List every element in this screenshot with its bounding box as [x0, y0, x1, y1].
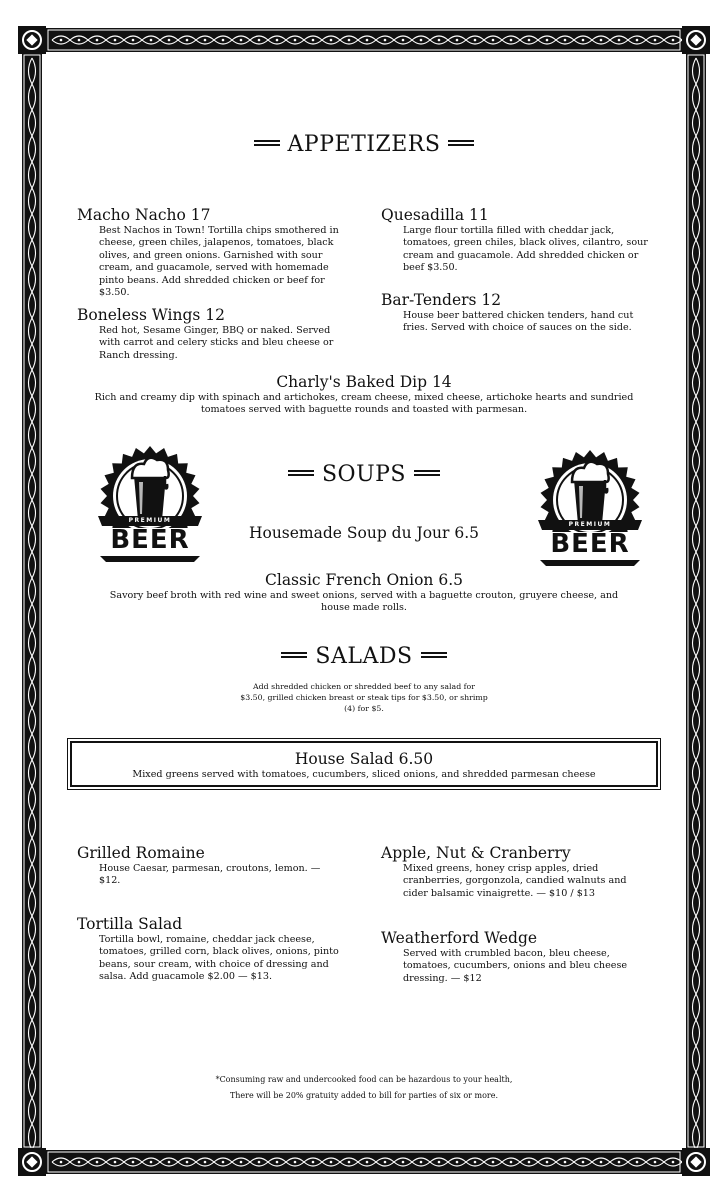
menu-page [60, 60, 668, 1140]
item-description: Rich and creamy dip with spinach and artichokes, cream cheese, mixed cheese, artichoke hearts and sundried tomatoes served with baguette rounds and toasted with parmesan. [94, 392, 634, 416]
item-name: Apple, Nut & Cranberry [381, 844, 571, 862]
featured-house-salad [70, 741, 658, 787]
item-name: Charly's Baked Dip 14 [276, 373, 452, 391]
menu-item-apple-nut-cranberry [381, 844, 649, 900]
item-description: Large flour tortilla filled with cheddar jack, tomatoes, green chiles, black olives, cilantro, sour cream and guacamole. Add shredded chicken or beef $3.50. [403, 225, 648, 274]
corner-ornament-bottom-right [682, 1148, 710, 1176]
menu-item-french-onion [60, 571, 668, 615]
menu-item-bar-tenders [381, 291, 649, 335]
item-name: Housemade Soup du Jour 6.5 [248, 524, 480, 542]
item-description: Savory beef broth with red wine and sweet onions, served with a baguette crouton, gruyere cheese, and house made rolls. [109, 590, 619, 614]
corner-ornament-top-left [18, 26, 46, 54]
border-left-band [22, 54, 42, 1148]
item-name: House Salad 6.50 [294, 750, 434, 768]
menu-item-quesadilla [381, 206, 649, 275]
menu-item-grilled-romaine [77, 844, 347, 888]
border-left-pattern [22, 54, 42, 1148]
menu-item-boneless-wings [77, 306, 347, 362]
item-description: House beer battered chicken tenders, hand cut fries. Served with choice of sauces on the side. [403, 310, 634, 334]
border-bottom-band [46, 1150, 682, 1174]
item-name: Quesadilla 11 [381, 206, 489, 224]
item-description: Red hot, Sesame Ginger, BBQ or naked. Served with carrot and celery sticks and bleu cheese or Ranch dressing. [99, 325, 334, 361]
border-top-band [46, 28, 682, 52]
border-right-band [686, 54, 706, 1148]
salad-note-text: Add shredded chicken or shredded beef to any salad for $3.50, grilled chicken breast or steak tips for $3.50, or shrimp (4) for $5. [240, 682, 488, 713]
appetizers-heading: APPETIZERS [60, 132, 668, 157]
item-name: Weatherford Wedge [381, 929, 538, 947]
badge-premium-text: PREMIUM [568, 521, 612, 528]
badge-beer-text: BEER [110, 525, 190, 555]
item-description: House Caesar, parmesan, croutons, lemon. — $12. [99, 863, 321, 887]
badge-beer-text: BEER [550, 529, 630, 559]
item-name: Boneless Wings 12 [77, 306, 225, 324]
corner-ornament-bottom-left [18, 1148, 46, 1176]
corner-ornament-top-right [682, 26, 710, 54]
item-name: Tortilla Salad [77, 915, 183, 933]
badge-premium-text: PREMIUM [128, 517, 172, 524]
item-name: Grilled Romaine [77, 844, 205, 862]
soups-heading: SOUPS [60, 462, 668, 487]
menu-item-tortilla-salad [77, 915, 347, 984]
menu-item-weatherford-wedge [381, 929, 649, 985]
item-name: Macho Nacho 17 [77, 206, 211, 224]
menu-item-macho-nacho [77, 206, 347, 299]
premium-beer-logo-right [534, 444, 646, 568]
salads-heading: SALADS [60, 644, 668, 669]
border-bottom-pattern [46, 1150, 682, 1174]
footer-raw-food-warning: *Consuming raw and undercooked food can be hazardous to your health, [215, 1075, 513, 1084]
item-description: Best Nachos in Town! Tortilla chips smothered in cheese, green chiles, jalapenos, tomatoes, black olives, and green onions. Garnished with sour cream, and guacamole, served with homemade pinto beans. Add shredded chicken or beef for $3.50. [99, 225, 339, 299]
premium-beer-logo-left [94, 440, 206, 564]
salad-add-on-note [60, 681, 668, 714]
footer-gratuity-note: There will be 20% gratuity added to bill for parties of six or more. [229, 1091, 499, 1100]
border-top-pattern [46, 28, 682, 52]
menu-item-charlys-baked-dip [60, 373, 668, 417]
item-description: Mixed greens, honey crisp apples, dried cranberries, gorgonzola, candied walnuts and cider balsamic vinaigrette. — $10 / $13 [403, 863, 627, 899]
item-name: Bar-Tenders 12 [381, 291, 502, 309]
border-right-pattern [686, 54, 706, 1148]
item-description: Tortilla bowl, romaine, cheddar jack cheese, tomatoes, grilled corn, black olives, onions, pinto beans, sour cream, with choice of dressing and salsa. Add guacamole $2.00 — $13. [99, 934, 339, 983]
item-name: Classic French Onion 6.5 [265, 571, 463, 589]
item-description: Served with crumbled bacon, bleu cheese, tomatoes, cucumbers, onions and bleu cheese dressing. — $12 [403, 948, 628, 984]
item-description: Mixed greens served with tomatoes, cucumbers, sliced onions, and shredded parmesan cheese [132, 769, 596, 780]
